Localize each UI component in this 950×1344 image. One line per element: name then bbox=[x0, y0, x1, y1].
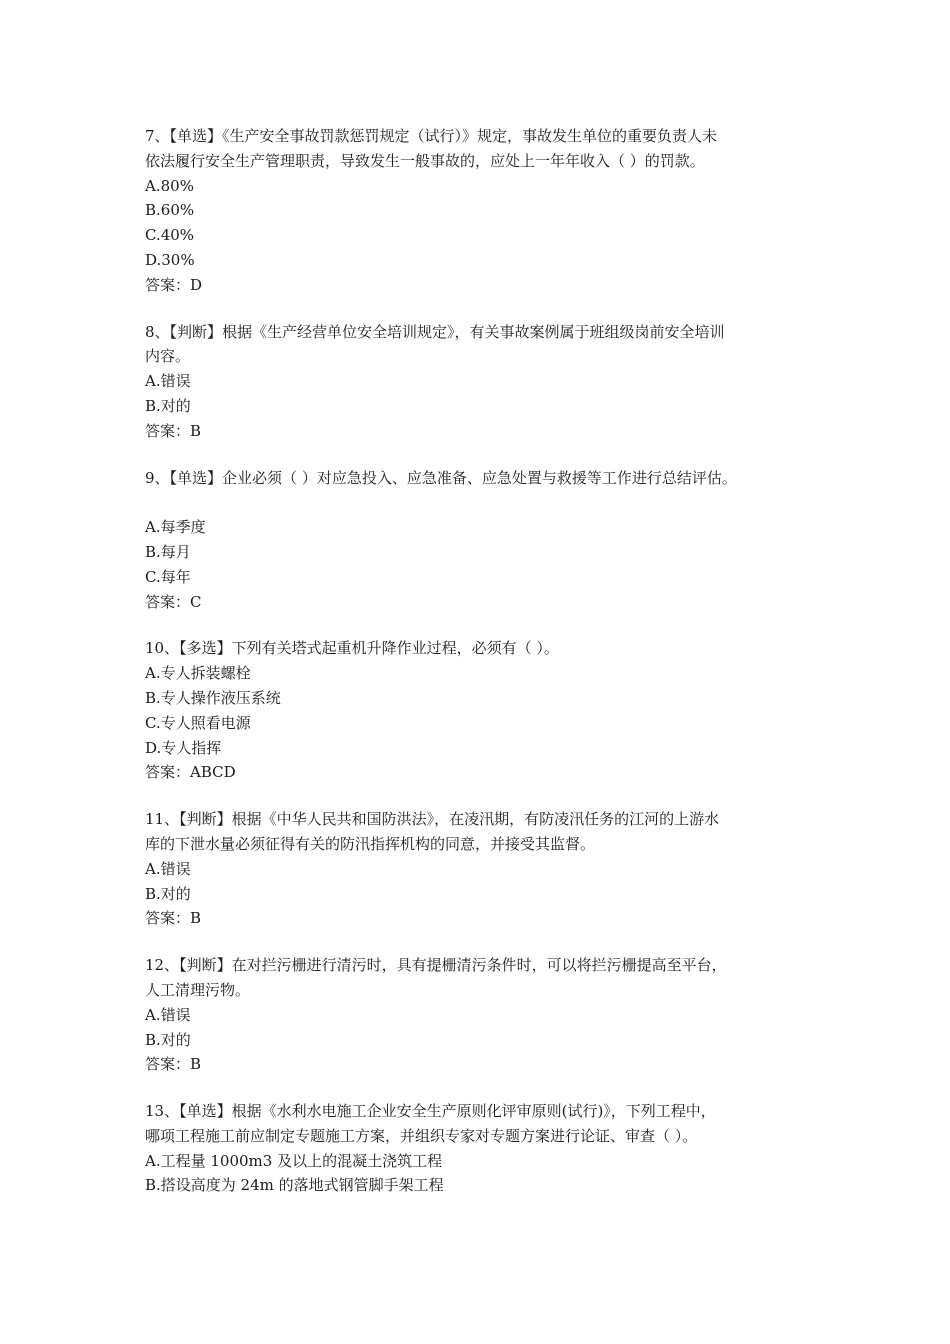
answer: 答案：B bbox=[145, 1055, 202, 1074]
question-stem: 7、【单选】《生产安全事故罚款惩罚规定（试行）》规定，事故发生单位的重要负责人未 bbox=[145, 127, 718, 145]
option-a: A.工程量 1000m3 及以上的混凝土浇筑工程 bbox=[145, 1151, 443, 1170]
answer: 答案：C bbox=[145, 592, 202, 611]
option-a: A.每季度 bbox=[145, 518, 206, 537]
question-stem: 9、【单选】企业必须（ ）对应急投入、应急准备、应急处置与救援等工作进行总结评估。 bbox=[145, 468, 737, 487]
question-12 bbox=[145, 953, 815, 1077]
question-13 bbox=[145, 1099, 815, 1198]
question-9 bbox=[145, 466, 815, 615]
option-d: D.专人指挥 bbox=[145, 738, 222, 757]
option-a: A.错误 bbox=[145, 859, 191, 878]
option-b: B.对的 bbox=[145, 1030, 191, 1049]
question-8 bbox=[145, 320, 815, 444]
option-c: C.40% bbox=[145, 226, 195, 245]
option-a: A.专人拆装螺栓 bbox=[145, 664, 251, 683]
option-b: B.对的 bbox=[145, 884, 191, 903]
option-a: A.错误 bbox=[145, 372, 191, 391]
option-b: B.60% bbox=[145, 201, 195, 220]
option-c: C.每年 bbox=[145, 567, 191, 586]
option-b: B.对的 bbox=[145, 396, 191, 415]
answer: 答案：D bbox=[145, 275, 203, 294]
question-stem-continued: 内容。 bbox=[145, 347, 191, 366]
option-b: B.专人操作液压系统 bbox=[145, 688, 281, 707]
question-stem: 10、【多选】下列有关塔式起重机升降作业过程，必须有（ ）。 bbox=[145, 639, 559, 658]
option-b: B.每月 bbox=[145, 542, 191, 561]
question-stem: 13、【单选】根据《水利水电施工企业安全生产原则化评审原则(试行)》，下列工程中， bbox=[145, 1102, 716, 1121]
question-stem: 11、【判断】根据《中华人民共和国防洪法》，在凌汛期，有防凌汛任务的江河的上游水 bbox=[145, 810, 720, 829]
question-stem-continued: 依法履行安全生产管理职责，导致发生一般事故的，应处上一年年收入（ ）的罚款。 bbox=[145, 151, 705, 170]
answer: 答案：B bbox=[145, 909, 202, 928]
blank-line bbox=[145, 490, 815, 515]
option-c: C.专人照看电源 bbox=[145, 713, 251, 732]
question-stem: 8、【判断】根据《生产经营单位安全培训规定》，有关事故案例属于班组级岗前安全培训 bbox=[145, 322, 725, 341]
option-b: B.搭设高度为 24m 的落地式钢管脚手架工程 bbox=[145, 1176, 444, 1195]
option-a: A.80% bbox=[145, 176, 194, 195]
option-d: D.30% bbox=[145, 250, 195, 269]
question-stem-continued: 哪项工程施工前应制定专题施工方案，并组织专家对专题方案进行论证、审查（ ）。 bbox=[145, 1126, 698, 1145]
question-stem-continued: 库的下泄水量必须征得有关的防汛指挥机构的同意，并接受其监督。 bbox=[145, 834, 596, 853]
document-page bbox=[145, 124, 815, 1220]
question-10 bbox=[145, 636, 815, 785]
question-stem: 12、【判断】在对拦污栅进行清污时，具有提栅清污条件时，可以将拦污栅提高至平台， bbox=[145, 956, 727, 975]
option-a: A.错误 bbox=[145, 1005, 191, 1024]
question-11 bbox=[145, 807, 815, 931]
answer: 答案：ABCD bbox=[145, 763, 236, 782]
question-7 bbox=[145, 124, 815, 298]
answer: 答案：B bbox=[145, 421, 202, 440]
question-stem-continued: 人工清理污物。 bbox=[145, 980, 251, 999]
